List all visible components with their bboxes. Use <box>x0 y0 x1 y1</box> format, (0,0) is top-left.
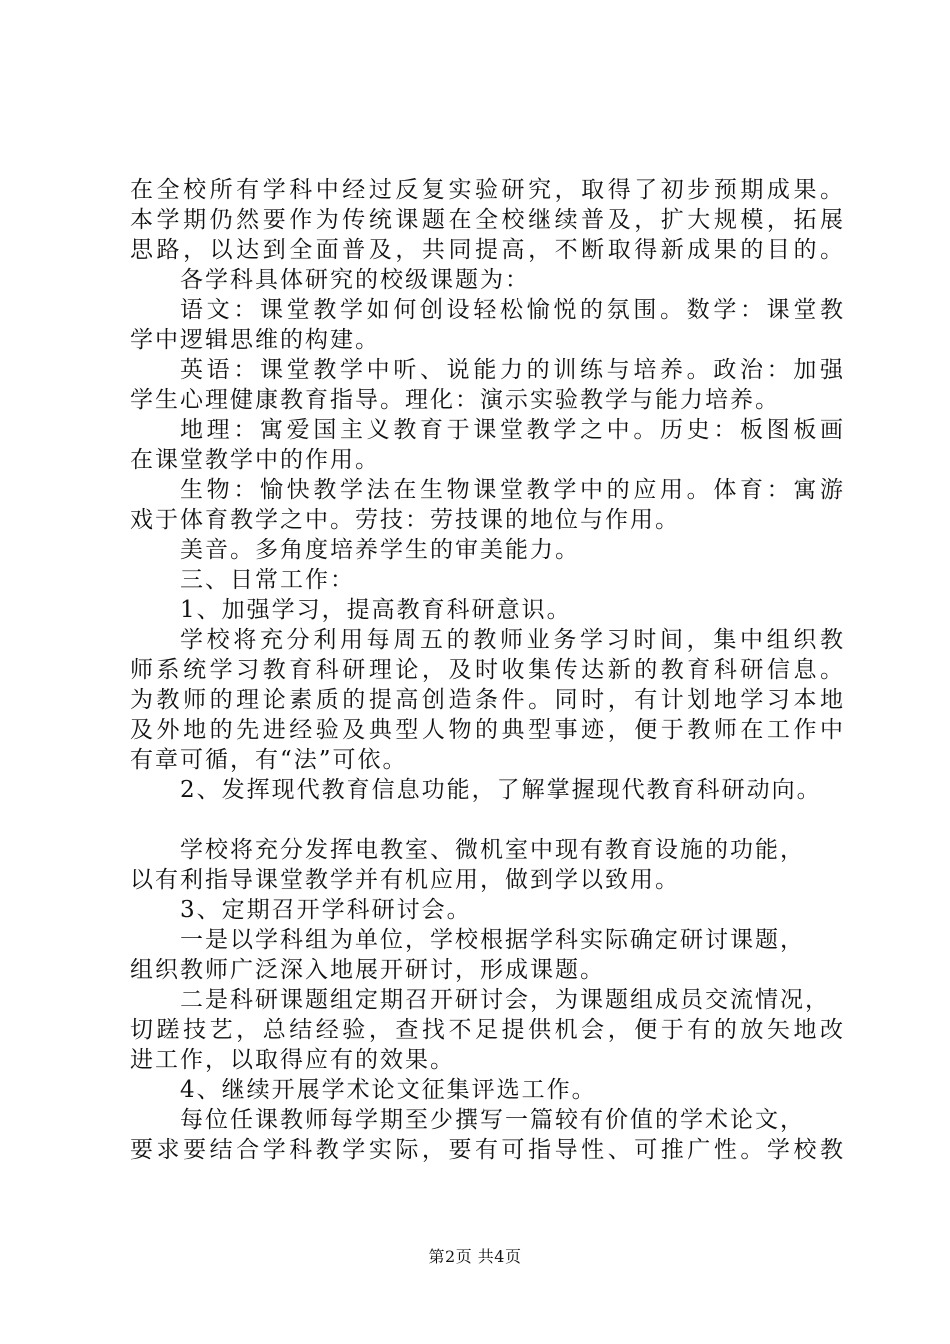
text-line: 4、继续开展学术论文征集评选工作。 <box>180 1077 597 1103</box>
text-line: 语文：课堂教学如何创设轻松愉悦的氛围。数学：课堂教 <box>180 297 845 323</box>
text-line: 英语：课堂教学中听、说能力的训练与培养。政治：加强 <box>180 357 845 383</box>
text-line: 思路，以达到全面普及，共同提高，不断取得新成果的目的。 <box>130 237 845 263</box>
text-line: 2、发挥现代教育信息功能，了解掌握现代教育科研动向。 <box>180 777 822 803</box>
text-line: 1、加强学习，提高教育科研意识。 <box>180 597 572 623</box>
text-line: 以有利指导课堂教学并有机应用，做到学以致用。 <box>130 867 680 893</box>
text-line: 美音。多角度培养学生的审美能力。 <box>180 537 580 563</box>
text-line: 在全校所有学科中经过反复实验研究，取得了初步预期成果。 <box>130 177 845 203</box>
text-line: 学生心理健康教育指导。理化：演示实验教学与能力培养。 <box>130 387 780 413</box>
text-line: 三、日常工作： <box>180 567 355 593</box>
text-line: 进工作，以取得应有的效果。 <box>130 1047 455 1073</box>
text-line: 在课堂教学中的作用。 <box>130 447 380 473</box>
document-body <box>130 175 845 1165</box>
text-line: 一是以学科组为单位，学校根据学科实际确定研讨课题， <box>180 927 805 953</box>
text-line: 要求要结合学科教学实际，要有可指导性、可推广性。学校教 <box>130 1137 845 1163</box>
text-line: 每位任课教师每学期至少撰写一篇较有价值的学术论文， <box>180 1107 805 1133</box>
paragraph-gap <box>130 805 845 835</box>
text-line: 学中逻辑思维的构建。 <box>130 327 380 353</box>
text-line: 及外地的先进经验及典型人物的典型事迹，便于教师在工作中 <box>130 717 845 743</box>
text-line: 学校将充分发挥电教室、微机室中现有教育设施的功能， <box>180 837 805 863</box>
text-line: 戏于体育教学之中。劳技：劳技课的地位与作用。 <box>130 507 680 533</box>
text-line: 地理：寓爱国主义教育于课堂教学之中。历史：板图板画 <box>180 417 845 443</box>
text-line: 切蹉技艺，总结经验，查找不足提供机会，便于有的放矢地改 <box>130 1017 845 1043</box>
text-line: 有章可循，有“法”可依。 <box>130 747 408 773</box>
text-line: 组织教师广泛深入地展开研讨，形成课题。 <box>130 957 605 983</box>
text-line: 师系统学习教育科研理论，及时收集传达新的教育科研信息。 <box>130 657 845 683</box>
text-line: 生物：愉快教学法在生物课堂教学中的应用。体育：寓游 <box>180 477 845 503</box>
text-line: 学校将充分利用每周五的教师业务学习时间，集中组织教 <box>180 627 845 653</box>
text-line: 为教师的理论素质的提高创造条件。同时，有计划地学习本地 <box>130 687 845 713</box>
page-number-footer: 第2页 共4页 <box>428 1247 522 1266</box>
text-line: 二是科研课题组定期召开研讨会，为课题组成员交流情况， <box>180 987 830 1013</box>
text-line: 各学科具体研究的校级课题为： <box>180 267 530 293</box>
text-line: 3、定期召开学科研讨会。 <box>180 897 472 923</box>
text-line: 本学期仍然要作为传统课题在全校继续普及，扩大规模，拓展 <box>130 207 845 233</box>
